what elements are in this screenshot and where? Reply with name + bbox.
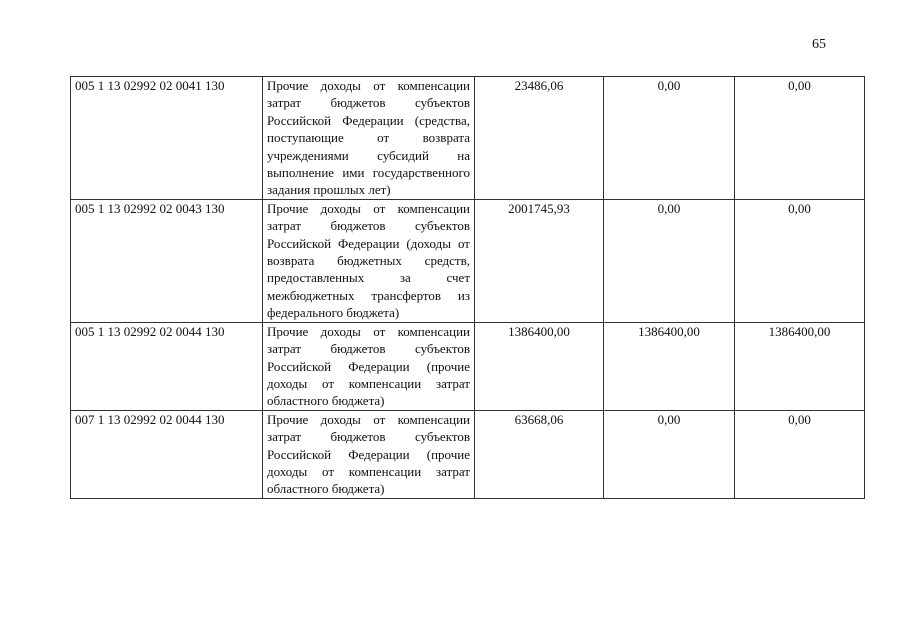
amount-cell-1: 23486,06: [475, 77, 604, 200]
table-row: [71, 410, 865, 498]
amount-cell-1: 2001745,93: [475, 199, 604, 322]
table-row: [71, 77, 865, 200]
budget-code-cell: 005 1 13 02992 02 0044 130: [71, 322, 263, 410]
amount-cell-2: 0,00: [604, 410, 735, 498]
page-number: 65: [812, 37, 826, 52]
budget-code-cell: 005 1 13 02992 02 0041 130: [71, 77, 263, 200]
table-row: [71, 322, 865, 410]
amount-cell-3: 0,00: [735, 410, 865, 498]
amount-cell-1: 63668,06: [475, 410, 604, 498]
amount-cell-1: 1386400,00: [475, 322, 604, 410]
budget-code-cell: 007 1 13 02992 02 0044 130: [71, 410, 263, 498]
amount-cell-2: 0,00: [604, 199, 735, 322]
description-cell: Прочие доходы от компенсации затрат бюджетов субъектов Российской Федерации (доходы от возврата бюджетных средств, предоставленных за счет межбюджетных трансфертов из федерального бюджета): [263, 199, 475, 322]
table-row: [71, 199, 865, 322]
budget-code-cell: 005 1 13 02992 02 0043 130: [71, 199, 263, 322]
description-cell: Прочие доходы от компенсации затрат бюджетов субъектов Российской Федерации (средства, поступающие от возврата учреждениями субсидий на выполнение ими государственного задания прошлых лет): [263, 77, 475, 200]
amount-cell-3: 0,00: [735, 77, 865, 200]
budget-revenue-table: [70, 76, 865, 499]
description-cell: Прочие доходы от компенсации затрат бюджетов субъектов Российской Федерации (прочие доходы от компенсации затрат областного бюджета): [263, 322, 475, 410]
amount-cell-2: 0,00: [604, 77, 735, 200]
amount-cell-3: 1386400,00: [735, 322, 865, 410]
description-cell: Прочие доходы от компенсации затрат бюджетов субъектов Российской Федерации (прочие доходы от компенсации затрат областного бюджета): [263, 410, 475, 498]
amount-cell-3: 0,00: [735, 199, 865, 322]
amount-cell-2: 1386400,00: [604, 322, 735, 410]
